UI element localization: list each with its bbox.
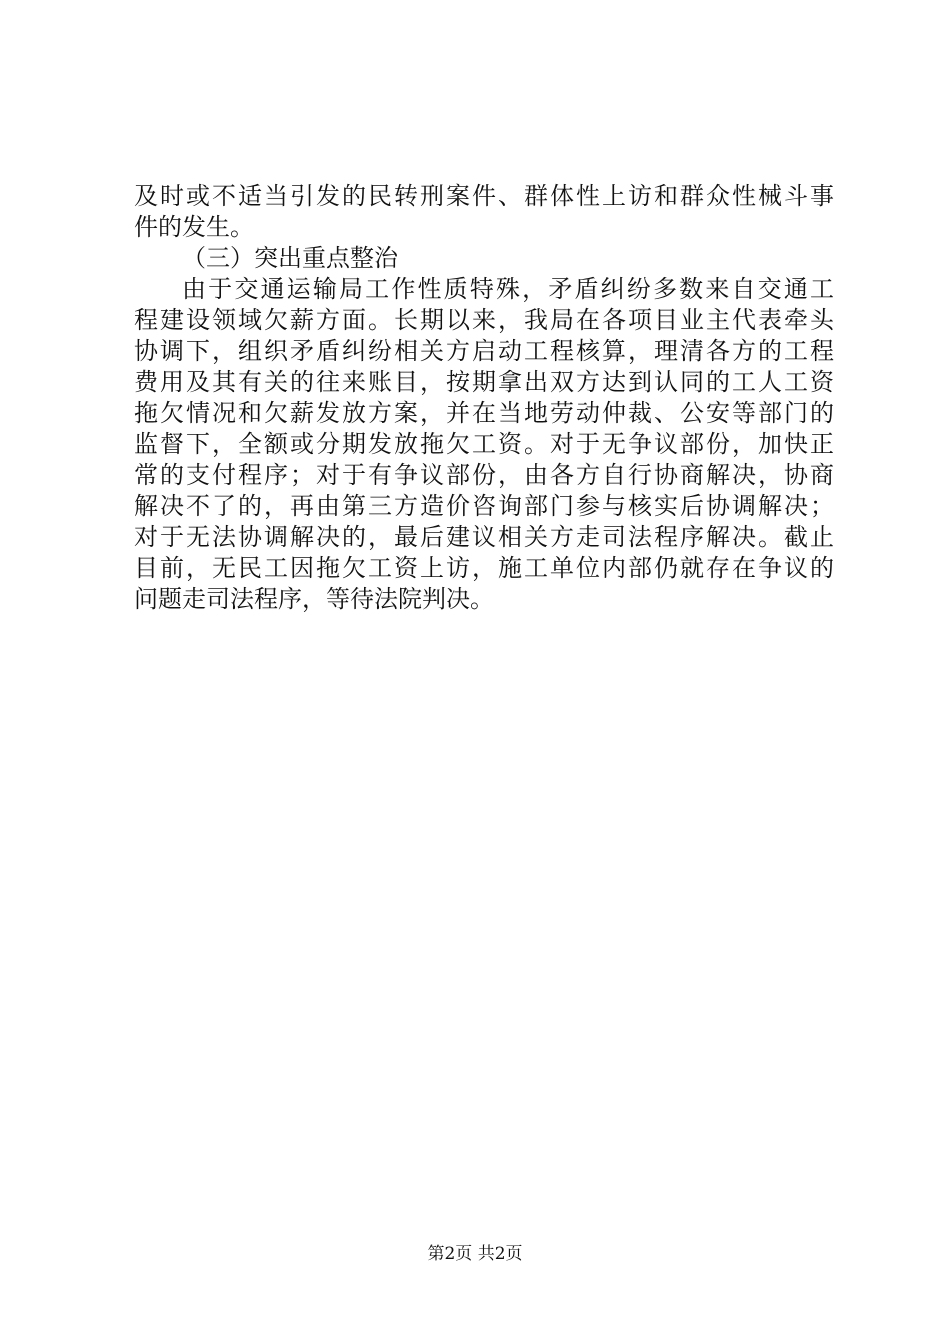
body-text-line: 程建设领域欠薪方面。长期以来，我局在各项目业主代表牵头 xyxy=(134,306,834,334)
body-text-line: 由于交通运输局工作性质特殊，矛盾纠纷多数来自交通工 xyxy=(182,275,834,303)
body-text-line: 监督下，全额或分期发放拖欠工资。对于无争议部份，加快正 xyxy=(134,430,834,458)
body-text-line: 常的支付程序；对于有争议部份，由各方自行协商解决，协商 xyxy=(134,461,834,489)
body-text-line: 对于无法协调解决的，最后建议相关方走司法程序解决。截止 xyxy=(134,523,834,551)
body-text-line: 费用及其有关的往来账目，按期拿出双方达到认同的工人工资 xyxy=(134,368,834,396)
body-text-line: 及时或不适当引发的民转刑案件、群体性上访和群众性械斗事 xyxy=(134,182,834,210)
page-number-footer: 第2页 共2页 xyxy=(427,1244,523,1264)
body-text-line: 目前，无民工因拖欠工资上访，施工单位内部仍就存在争议的 xyxy=(134,554,834,582)
section-heading: （三）突出重点整治 xyxy=(182,244,398,272)
body-text-line: 协调下，组织矛盾纠纷相关方启动工程核算，理清各方的工程 xyxy=(134,337,834,365)
body-text-line: 拖欠情况和欠薪发放方案，并在当地劳动仲裁、公安等部门的 xyxy=(134,399,834,427)
body-text-line: 问题走司法程序，等待法院判决。 xyxy=(134,585,494,613)
body-text-line: 解决不了的，再由第三方造价咨询部门参与核实后协调解决； xyxy=(134,492,834,520)
body-text-line: 件的发生。 xyxy=(134,213,254,241)
